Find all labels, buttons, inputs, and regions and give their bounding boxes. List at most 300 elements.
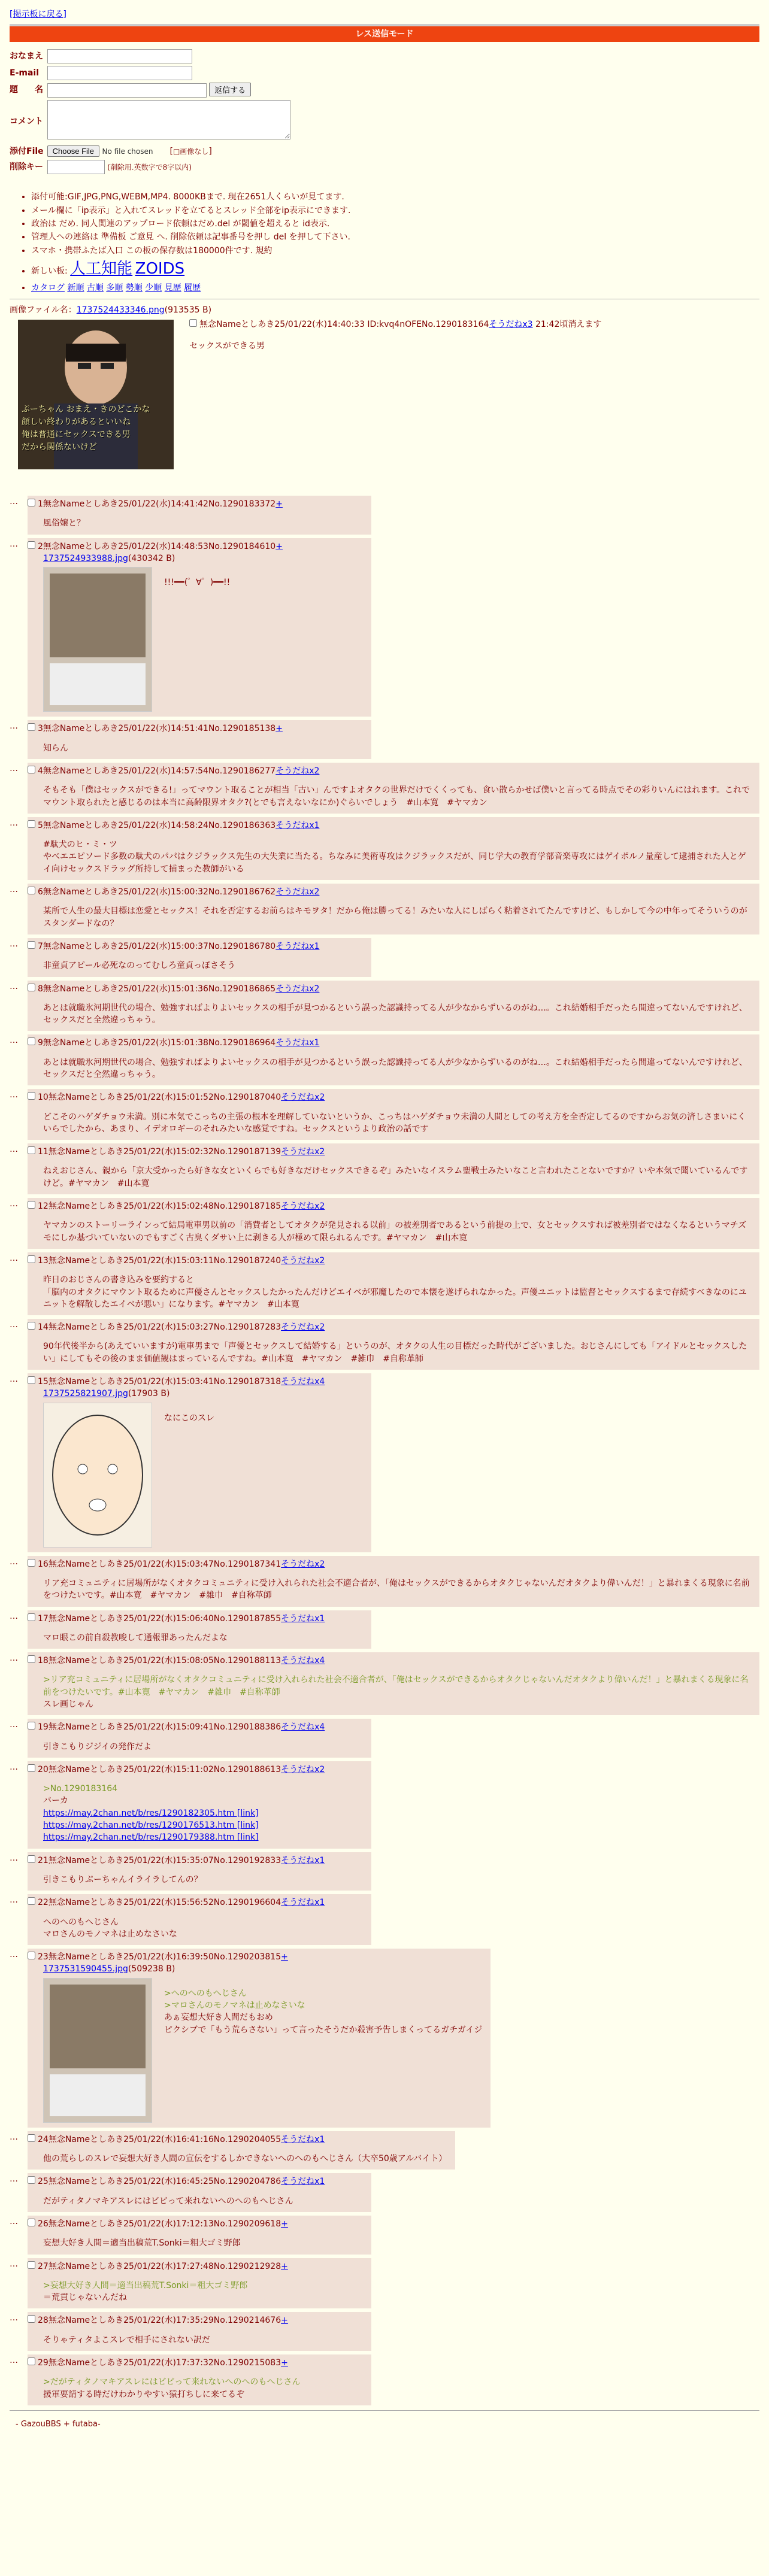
reply-box [28,2258,371,2309]
reply-text: #駄犬のヒ・ミ・ツ やべエエピソード多数の駄犬のパパはクジラックス先生の大失業に当たる。ちなみに美術専攻はクジラックスだが、同じ学大の教育学部音楽専攻にはゲイポルノ量産して逮捕された人とゲイ向けセックスドラッグ所持して捕まった教師がいる [43,840,746,874]
reply-meta: 無念Nameとしあき25/01/22(水)14:58:24No.1290186363 [43,820,276,830]
reply-indent: … [10,1375,18,1385]
reply-number: 11 [38,1147,49,1157]
reply-quote: >リア充コミュニティに居場所がなくオタクコミュニティに受け入れられた社会不適合者が、「俺はセックスができるからオタクじゃないんだオタクより偉いんだ！」と暴れまくる現象に名前をつけたいです。#山本寛 #ヤマカン #雑巾 #自称革師 [43,1675,749,1697]
reply-header [28,983,751,995]
reply-image[interactable] [43,1403,152,1548]
op-image[interactable] [18,320,174,469]
reply-row [10,1252,759,1315]
op-file-link[interactable]: 1737524433346.png [76,305,165,315]
reply-box [28,1610,371,1649]
reply-row [10,763,759,814]
reply-header [28,541,363,553]
reply-row [10,1652,759,1715]
reply-row [10,1852,759,1891]
sodane-button[interactable]: そうだねx1 [275,941,320,951]
sort-new-link[interactable]: 新順 [67,283,84,293]
footer: - GazouBBS + futaba- [16,2419,101,2429]
reply-text: 他の荒らしのスレで妄想大好き人間の宣伝をするしかできないへのへのもへじさん（大卒50歳アルバイト） [43,2154,447,2164]
name-field[interactable] [47,49,192,63]
email-field[interactable] [47,66,192,80]
reply-meta: 無念Nameとしあき25/01/22(水)14:51:41No.1290185138 [43,724,276,734]
name-label: おなまえ [10,51,43,62]
reply-checkbox[interactable] [28,1897,35,1905]
sodane-button[interactable]: そうだねx1 [281,2177,325,2187]
reply-checkbox[interactable] [28,1655,35,1663]
board-link-ai[interactable]: 人工知能 [70,259,133,278]
reply-checkbox[interactable] [28,1201,35,1209]
reply-row [10,1034,759,1085]
reply-box [28,1894,371,1945]
reply-text: そもそも「僕はセックスができる!」ってマウント取ることが相当「古い」んですよオタクの世界だけでくくっても、食い散らかせば僕いと言ってる時点でその彩りいんにはれます。これでマウント取られたと感じるのは本当に高齢限界オタク?(とでも言えないなにか)ぐらいでしょう #山本寛 #ヤマカン [43,785,750,808]
reply-header [28,765,751,777]
reply-checkbox[interactable] [28,1092,35,1100]
board-link-zoids[interactable]: ZOIDS [135,259,185,278]
reply-indent: … [10,2259,18,2269]
reply-quote: >だがティタノマキアスレにはビビって来れないへのへのもへじさん [43,2377,301,2387]
reply-checkbox[interactable] [28,2261,35,2269]
reply-indent: … [10,1720,18,1730]
reply-text: あぁ妄想大好き人間だもおめ ピクシブで「もう荒らさない」って言ったそうだか殺害予告しまくってるガチガイジ [164,2013,483,2035]
reply-box [28,1143,759,1194]
op-text: セックスができる男 [189,341,265,351]
reply-number: 21 [38,1855,49,1865]
reply-header [28,940,363,952]
reply-box [28,496,371,535]
op-header-text: 無念Nameとしあき25/01/22(水)14:40:33 ID:kvq4nOFENo.1290183164 [199,320,489,330]
reply-indent: … [10,1895,18,1906]
sort-few-link[interactable]: 少順 [145,283,162,293]
reply-meta: 無念Nameとしあき25/01/22(水)16:41:16No.1290204055 [48,2134,281,2144]
reply-header [28,1376,363,1388]
reply-header [28,1764,363,1776]
reply-text: 知らん [43,743,68,753]
post-form: おなまえ E-mail 題 名 返信する コメント 添付File Choose File No file chosen [□画像なし] 削除キー (削除用.英数字で8字以内) [10,48,294,175]
reply-text: バーカ [43,1796,68,1806]
reply-box [28,1719,371,1758]
reply-number: 9 [38,1038,43,1048]
reply-checkbox[interactable] [28,1322,35,1330]
reply-row [10,1894,759,1945]
reply-file-info [43,553,363,565]
reply-text: ねえおじさん、親から「京大受かったら好きな女といくらでも好きなだけセックスできるぞ」みたいなイスラム聖戦士みたいなこと言われたことないですか？いや本気で聞いているんですけど。#ヤマカン #山本寛 [43,1166,748,1188]
reply-indent: … [10,2216,18,2226]
reply-row [10,1319,759,1370]
sodane-button[interactable]: そうだねx4 [281,1722,325,1732]
reply-checkbox[interactable] [28,2176,35,2184]
reply-box [28,884,759,934]
reply-number: 27 [38,2261,49,2271]
reply-link[interactable]: https://may.2chan.net/b/res/1290176513.htm [link] [43,1821,259,1831]
reply-box [28,1252,759,1315]
reply-box [28,1089,759,1140]
reply-box [28,1949,491,2128]
reply-number: 16 [38,1559,49,1569]
op-image-caption: ぷーちゃん おまえ・きのどこかな 顔しい終わりがあるといいね 俺は普通にセックスできる男 だから関係ないけど [22,405,150,453]
reply-file-link[interactable]: 1737524933988.jpg [43,554,128,564]
reply-number: 2 [38,541,43,551]
reply-indent: … [10,2132,18,2142]
reply-text: 引きこもりジジイの発作だよ [43,1741,152,1752]
reply-text: ヤマカンのストーリーラインって結局電車男以前の「消費者としてオタクが発見される以前」の被差別者であるという前提の上で、女とセックスすれば被差別者ではなくなるというマチズモにしか基づいていないのでもすごく古臭くダサい上に剥きる人が極めて限られるんです。#ヤマカン #山本寛 [43,1221,747,1243]
sodane-button[interactable]: + [275,499,283,509]
reply-mode-bar: レス送信モード [10,24,759,42]
reply-box [28,938,371,977]
reply-quote: >妄想大好き人間＝適当出稿荒T.Sonki＝粗大ゴミ野郎 [43,2280,248,2290]
reply-meta: 無念Nameとしあき25/01/22(水)15:03:41No.1290187318 [48,1377,281,1387]
reply-indent: … [10,763,18,773]
reply-row [10,2354,759,2405]
reply-checkbox[interactable] [28,1613,35,1621]
reply-meta: 無念Nameとしあき25/01/22(水)14:57:54No.1290186277 [43,766,276,776]
reply-number: 28 [38,2316,49,2326]
op-expire: 21:42頃消えます [535,320,602,330]
reply-header [28,2261,363,2272]
reply-meta: 無念Nameとしあき25/01/22(水)15:02:32No.1290187139 [48,1147,281,1157]
reply-text: ＝荒貫じゃないんだね [43,2293,127,2303]
sodane-button[interactable]: そうだねx2 [281,1322,325,1333]
submit-button[interactable]: 返信する [209,83,251,96]
reply-indent: … [10,1320,18,1330]
reply-checkbox[interactable] [28,541,35,549]
reply-indent: … [10,885,18,895]
reply-box [28,763,759,814]
reply-number: 23 [38,1952,49,1962]
reply-row [10,1610,759,1649]
subject-label: 題 名 [10,85,43,95]
reply-row [10,2173,759,2212]
reply-indent: … [10,1762,18,1772]
reply-row [10,496,759,535]
sodane-button[interactable]: そうだねx2 [275,984,320,994]
reply-meta: 無念Nameとしあき25/01/22(水)17:12:13No.1290209618 [48,2219,281,2229]
op-body [189,318,764,353]
reply-indent: … [10,539,18,549]
reply-checkbox[interactable] [28,941,35,949]
reply-header [28,1613,363,1625]
reply-number: 26 [38,2219,49,2229]
reply-box [28,2131,455,2170]
reply-row [10,2312,759,2351]
reply-box [28,2312,371,2351]
reply-box [28,817,759,880]
reply-row [10,1198,759,1249]
reply-row [10,817,759,880]
reply-meta: 無念Nameとしあき25/01/22(水)17:27:48No.1290212928 [48,2261,281,2271]
sodane-button[interactable]: そうだねx1 [281,2134,325,2144]
reply-header [28,1897,363,1909]
sodane-button[interactable]: そうだねx3 [489,320,533,330]
op-post [10,318,759,492]
reply-text: スレ画じゃん [43,1700,93,1709]
reply-checkbox[interactable] [28,2357,35,2365]
reply-number: 10 [38,1093,49,1103]
sodane-button[interactable]: そうだねx1 [275,820,320,830]
reply-meta: 無念Nameとしあき25/01/22(水)15:02:48No.1290187185 [48,1201,281,1212]
reply-checkbox[interactable] [28,1376,35,1384]
sodane-button[interactable]: + [275,541,283,551]
sodane-button[interactable]: + [281,2219,288,2229]
reply-indent: … [10,2313,18,2323]
op-file-size: (913535 B) [164,305,212,315]
reply-indent: … [10,981,18,991]
reply-header [28,2218,363,2230]
reply-checkbox[interactable] [28,984,35,991]
sodane-button[interactable]: そうだねx1 [275,1038,320,1048]
sodane-button[interactable]: そうだねx2 [281,1255,325,1266]
reply-number: 4 [38,766,43,776]
reply-header [28,2357,363,2369]
reply-file-link[interactable]: 1737525821907.jpg [43,1389,128,1399]
reply-file-info [43,1963,482,1975]
sodane-button[interactable]: そうだねx2 [275,887,320,897]
reply-number: 13 [38,1255,49,1266]
reply-meta: 無念Nameとしあき25/01/22(水)16:45:25No.1290204786 [48,2177,281,2187]
sort-old-link[interactable]: 古順 [86,283,104,293]
reply-checkbox[interactable] [28,820,35,828]
reply-text: 妄想大好き人間＝適当出稿荒T.Sonki＝粗大ゴミ野郎 [43,2238,241,2249]
reply-row [10,720,759,759]
reply-file-size: (430342 B) [128,554,175,564]
history-link[interactable]: 履歴 [184,283,201,293]
reply-meta: 無念Nameとしあき25/01/22(水)14:48:53No.1290184610 [43,541,276,551]
reply-box [28,1373,371,1552]
reply-link[interactable]: https://may.2chan.net/b/res/1290179388.htm [link] [43,1832,259,1843]
reply-checkbox[interactable] [28,499,35,506]
reply-checkbox[interactable] [28,2315,35,2323]
reply-checkbox[interactable] [28,1255,35,1263]
reply-row [10,2216,759,2255]
no-image-checkbox[interactable]: □画像なし [172,147,209,156]
reply-image[interactable] [43,1978,152,2123]
sodane-button[interactable]: + [281,1952,288,1962]
reply-header [28,2134,447,2146]
reply-checkbox[interactable] [28,1952,35,1959]
reply-number: 1 [38,499,43,509]
new-board-label: 新しい板: [31,266,68,276]
reply-header [28,1037,751,1049]
reply-link[interactable]: https://may.2chan.net/b/res/1290182305.htm [link] [43,1808,259,1818]
note-item: • スマホ・携帯ふたば入口 この板の保存数は180000件です. 規約 [31,245,759,257]
reply-number: 25 [38,2177,49,2187]
sodane-button[interactable]: そうだねx2 [281,1764,325,1774]
reply-file-link[interactable]: 1737531590455.jpg [43,1964,128,1974]
reply-number: 24 [38,2134,49,2144]
sodane-button[interactable]: + [275,724,283,734]
reply-list [10,496,759,2405]
reply-indent: … [10,939,18,949]
reply-box [28,1652,759,1715]
reply-meta: 無念Nameとしあき25/01/22(水)15:35:07No.1290192833 [48,1855,281,1865]
subject-field[interactable] [47,83,207,98]
reply-checkbox[interactable] [28,1855,35,1863]
reply-checkbox[interactable] [28,2219,35,2226]
view-history-link[interactable]: 見歴 [164,283,181,293]
reply-box [28,1556,759,1607]
reply-number: 6 [38,887,43,897]
sodane-button[interactable]: そうだねx2 [275,766,320,776]
reply-row [10,538,759,717]
reply-header [28,498,363,510]
sort-many-link[interactable]: 多順 [106,283,123,293]
reply-checkbox[interactable] [28,1037,35,1045]
board-notes [24,191,759,293]
reply-number: 19 [38,1722,49,1732]
note-item: • 添付可能:GIF,JPG,PNG,WEBM,MP4. 8000KBまで. 現在2651人くらいが見てます. [31,191,759,203]
choose-file-button[interactable]: Choose File [47,145,99,157]
sodane-button[interactable]: そうだねx4 [281,1656,325,1666]
op-file-info: 画像ファイル名：1737524433346.png(913535 B) [10,305,212,315]
reply-number: 22 [38,1898,49,1908]
sodane-button[interactable]: そうだねx1 [281,1855,325,1865]
reply-meta: 無念Nameとしあき25/01/22(水)15:00:32No.1290186762 [43,887,276,897]
reply-box [28,1198,759,1249]
reply-meta: 無念Nameとしあき25/01/22(水)15:00:37No.1290186780 [43,941,276,951]
reply-indent: … [10,1653,18,1664]
reply-number: 5 [38,820,43,830]
reply-row [10,1089,759,1140]
reply-text: へのへのもへじさん マロさんのモノマネは止めなさいな [43,1917,177,1939]
reply-text: なにこのスレ [164,1413,214,1423]
reply-box [28,720,371,759]
reply-header [28,1091,751,1103]
delkey-note: (削除用.英数字で8字以内) [107,163,192,172]
reply-checkbox[interactable] [28,1764,35,1772]
file-label: 添付File [10,147,44,157]
reply-number: 17 [38,1613,49,1624]
comment-field[interactable] [47,100,290,139]
delkey-field[interactable] [47,160,105,174]
sodane-button[interactable]: + [281,2358,288,2368]
reply-checkbox[interactable] [28,1722,35,1730]
reply-box [28,1761,371,1849]
sodane-button[interactable]: + [281,2316,288,2326]
reply-meta: 無念Nameとしあき25/01/22(水)15:01:38No.1290186964 [43,1038,276,1048]
reply-text: 非童貞アピール必死なのってむしろ童貞っぽさそう [43,961,236,971]
reply-text: 90年代後半から(あえていいますが)電車男まで「声優とセックスして結婚する」というのが、オタクの人生の目標だった時代がございました。おじさんにしても「アイドルとセックスしたい」にしてもその後のまま価値観はまっているんですね。#山本寛 #ヤマカン #雑巾 #自称革師 [43,1342,747,1364]
delkey-label: 削除キー [10,162,43,172]
reply-meta: 無念Nameとしあき25/01/22(水)15:11:02No.1290188613 [48,1764,281,1774]
reply-box [28,538,371,717]
op-checkbox[interactable] [189,319,197,327]
reply-text: 引きこもりぷーちゃんイライラしてんの？ [43,1874,202,1885]
reply-number: 29 [38,2358,49,2368]
reply-text: あとは就職氷河期世代の場合、勉強すればよりよいセックスの相手が見つかるという誤った認識持ってる人が少なからずいるのがね…。これ結婚相手だったら間違ってないんですけれど、セックスだと全然違っちゃう。 [43,1003,747,1025]
reply-meta: 無念Nameとしあき25/01/22(水)14:41:42No.1290183372 [43,499,276,509]
reply-header [28,1721,363,1733]
reply-indent: … [10,1090,18,1100]
reply-meta: 無念Nameとしあき25/01/22(水)15:03:47No.1290187341 [48,1559,281,1569]
reply-meta: 無念Nameとしあき25/01/22(水)17:35:29No.1290214676 [48,2316,281,2326]
reply-header [28,1146,751,1158]
reply-indent: … [10,1853,18,1863]
reply-meta: 無念Nameとしあき25/01/22(水)15:06:40No.1290187855 [48,1613,281,1624]
reply-number: 7 [38,941,43,951]
note-item: • メール欄に「ip表示」と入れてスレッドを立てるとスレッド全部をip表示にできます. [31,205,759,217]
reply-text: 某所で人生の最大目標は恋愛とセックス！それを否定するお前らはキモヲタ！だから俺は勝ってる！みたいな人にしばらく粘着されてたんですけど、もしかして今の中年ってそういうのがスタンダードなの？ [43,906,747,929]
reply-meta: 無念Nameとしあき25/01/22(水)16:39:50No.1290203815 [48,1952,281,1962]
reply-row [10,1761,759,1849]
reply-text: リア充コミュニティに居場所がなくオタクコミュニティに受け入れられた社会不適合者が、「俺はセックスができるからオタクじゃないんだオタクより偉いんだ！」と暴れまくる現象に名前をつけたいです。#山本寛 #ヤマカン #雑巾 #自称革師 [43,1578,750,1601]
reply-row [10,1373,759,1552]
reply-indent: … [10,721,18,732]
reply-box [28,1852,371,1891]
reply-number: 18 [38,1656,49,1666]
reply-box [28,2216,371,2255]
reply-text: 援軍要請する時だけわかりやすい猿打ちしに来てるぞ [43,2389,244,2399]
sodane-button[interactable]: そうだねx2 [281,1201,325,1212]
reply-number: 8 [38,984,43,994]
reply-number: 12 [38,1201,49,1212]
reply-number: 3 [38,724,43,734]
sodane-button[interactable]: そうだねx4 [281,1377,325,1387]
reply-meta: 無念Nameとしあき25/01/22(水)15:03:11No.1290187240 [48,1255,281,1266]
sodane-button[interactable]: そうだねx1 [281,1898,325,1908]
reply-header [28,723,363,735]
reply-checkbox[interactable] [28,887,35,894]
reply-text: !!!━━(゜∀゜)━━!! [164,578,231,588]
reply-indent: … [10,2356,18,2366]
reply-row [10,884,759,934]
sodane-button[interactable]: そうだねx2 [281,1559,325,1569]
reply-row [10,981,759,1031]
reply-indent: … [10,2174,18,2184]
reply-header [28,1655,751,1667]
catalog-link[interactable]: カタログ [31,283,65,293]
reply-header [28,1200,751,1212]
back-to-board-link[interactable]: [掲示板に戻る] [10,10,66,19]
reply-checkbox[interactable] [28,766,35,773]
sodane-button[interactable]: そうだねx1 [281,1613,325,1624]
reply-indent: … [10,497,18,507]
reply-header [28,1951,482,1963]
reply-indent: … [10,1253,18,1263]
reply-meta: 無念Nameとしあき25/01/22(水)15:01:52No.1290187040 [48,1093,281,1103]
reply-header [28,1321,751,1333]
reply-meta: 無念Nameとしあき25/01/22(水)17:37:32No.1290215083 [48,2358,281,2368]
catalog-links [31,282,759,294]
reply-box [28,1319,759,1370]
reply-checkbox[interactable] [28,723,35,731]
reply-meta: 無念Nameとしあき25/01/22(水)15:01:36No.1290186865 [43,984,276,994]
reply-file-info [43,1388,363,1400]
reply-meta: 無念Nameとしあき25/01/22(水)15:56:52No.1290196604 [48,1898,281,1908]
reply-number: 15 [38,1377,49,1387]
reply-checkbox[interactable] [28,1146,35,1154]
reply-number: 20 [38,1764,49,1774]
reply-indent: … [10,1950,18,1960]
reply-checkbox[interactable] [28,2134,35,2142]
reply-quote: >へのへのもへじさん >マロさんのモノマネは止めなさいな [164,1988,305,2011]
sodane-button[interactable]: そうだねx2 [281,1147,325,1157]
reply-checkbox[interactable] [28,1559,35,1567]
reply-box [28,981,759,1031]
comment-label: コメント [10,116,43,126]
reply-indent: … [10,818,18,828]
sodane-button[interactable]: そうだねx2 [281,1093,325,1103]
sort-speed-link[interactable]: 勢順 [125,283,143,293]
reply-file-size: (17903 B) [128,1389,170,1399]
reply-header [28,2176,363,2187]
reply-box [28,1034,759,1085]
reply-row [10,1556,759,1607]
sodane-button[interactable]: + [281,2261,288,2271]
reply-header [28,886,751,898]
reply-header [28,1558,751,1570]
reply-image[interactable] [43,567,152,712]
reply-row [10,2258,759,2309]
reply-indent: … [10,1199,18,1209]
